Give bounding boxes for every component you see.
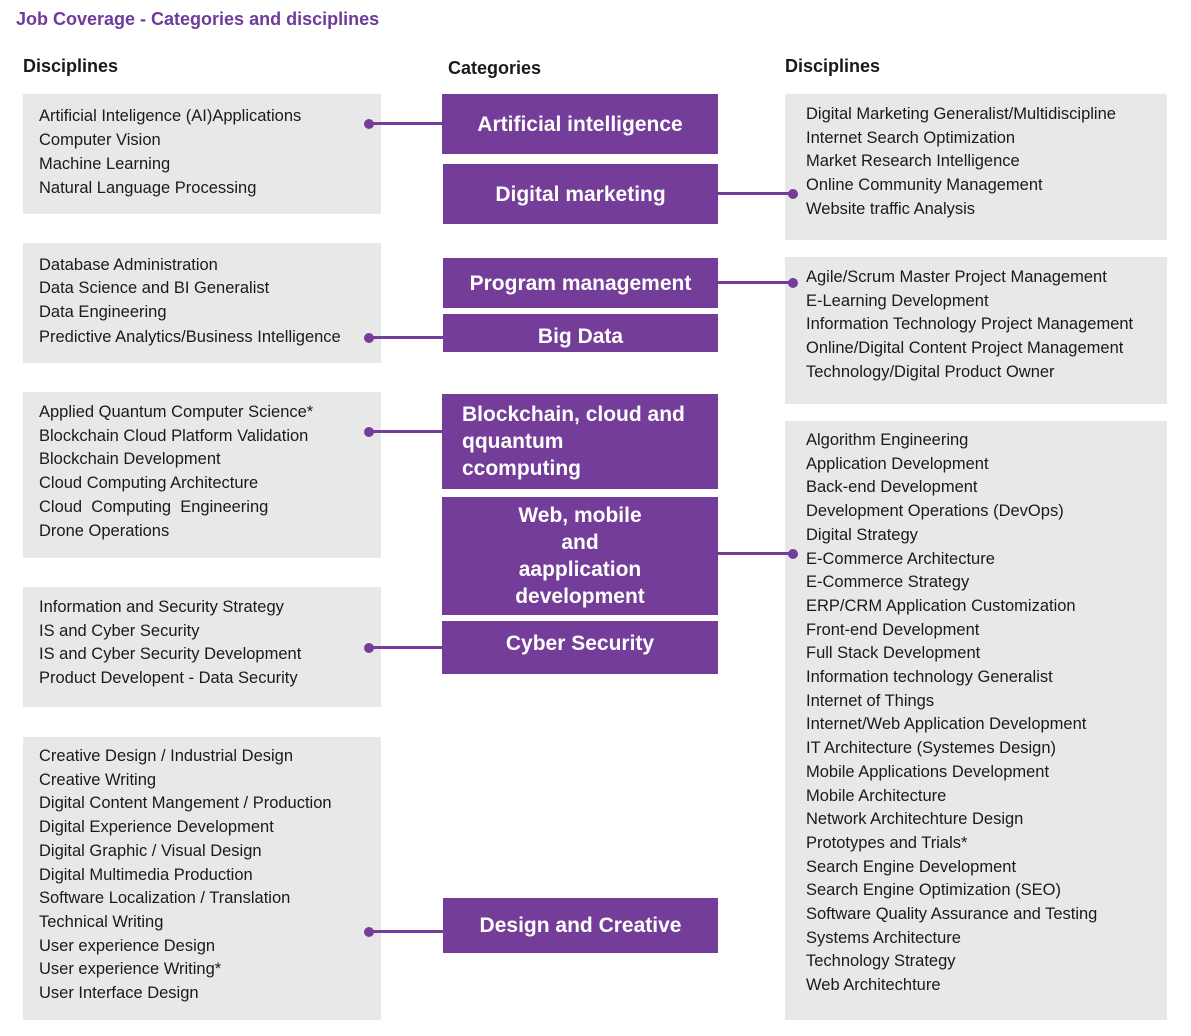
page-title: Job Coverage - Categories and disciplines xyxy=(16,9,380,29)
discipline-item: Back-end Development xyxy=(806,478,978,497)
discipline-item: Mobile Applications Development xyxy=(806,762,1050,781)
discipline-item: Cloud Computing Architecture xyxy=(39,474,259,493)
discipline-item: Online Community Management xyxy=(806,176,1043,195)
discipline-item: IT Architecture (Systemes Design) xyxy=(806,739,1057,758)
category-web-mobile-application xyxy=(442,497,718,615)
discipline-item: Machine Learning xyxy=(39,155,171,173)
connector-dot xyxy=(364,427,374,437)
discipline-item: Development Operations (DevOps) xyxy=(806,502,1064,521)
discipline-item: Search Engine Development xyxy=(806,857,1017,876)
connector-line xyxy=(369,930,443,933)
discipline-item: Product Developent - Data Security xyxy=(39,669,298,688)
discipline-item: Creative Design / Industrial Design xyxy=(39,747,294,765)
discipline-item: Natural Language Processing xyxy=(39,179,257,197)
connector-dot xyxy=(788,278,798,288)
category-artificial-intelligence xyxy=(442,94,718,154)
discipline-item: Technology Strategy xyxy=(806,952,956,971)
discipline-item: Internet of Things xyxy=(806,691,935,710)
category-label: Program management xyxy=(469,271,692,295)
left-column-header: Disciplines xyxy=(23,56,119,76)
connector-dot xyxy=(364,643,374,653)
category-label: Cyber Security xyxy=(505,632,655,655)
discipline-list xyxy=(39,745,332,1006)
discipline-item: User experience Writing* xyxy=(39,960,222,979)
category-program-management xyxy=(443,258,718,308)
discipline-list xyxy=(39,401,313,543)
connector-line xyxy=(718,552,793,555)
connector-line xyxy=(369,336,443,339)
right-column-header: Disciplines xyxy=(785,56,881,76)
left-discipline-box-design xyxy=(23,737,381,1020)
connector-line xyxy=(369,646,442,649)
discipline-item: Blockchain Cloud Platform Validation xyxy=(39,426,309,445)
discipline-item: Web Architechture xyxy=(806,976,941,995)
discipline-item: Search Engine Optimization (SEO) xyxy=(806,881,1061,900)
discipline-item: Drone Operations xyxy=(39,521,170,540)
discipline-item: Data Science and BI Generalist xyxy=(39,279,270,297)
discipline-item: Digital Content Mangement / Production xyxy=(39,794,332,813)
discipline-item: Information and Security Strategy xyxy=(39,598,284,616)
connector-line xyxy=(718,281,793,284)
discipline-item: Applied Quantum Computer Science* xyxy=(39,403,314,421)
left-discipline-box-bigdata xyxy=(23,243,381,363)
discipline-item: IS and Cyber Security xyxy=(39,621,200,640)
discipline-item: Mobile Architecture xyxy=(806,786,947,805)
connector-line xyxy=(718,192,793,195)
right-discipline-box-web xyxy=(785,421,1167,1020)
discipline-item: Agile/Scrum Master Project Management xyxy=(806,268,1107,286)
connector-dot xyxy=(364,927,374,937)
discipline-item: Systems Architecture xyxy=(806,928,961,947)
discipline-item: User experience Design xyxy=(39,936,216,955)
right-discipline-box-program xyxy=(785,257,1167,404)
discipline-item: Front-end Development xyxy=(806,620,980,639)
discipline-item: Creative Writing xyxy=(39,770,157,789)
discipline-item: Application Development xyxy=(806,454,989,473)
discipline-item: Software Quality Assurance and Testing xyxy=(806,905,1098,924)
discipline-item: Algorithm Engineering xyxy=(806,431,969,449)
discipline-item: Digital Marketing Generalist/Multidiscipline xyxy=(806,105,1116,123)
connector-dot xyxy=(364,119,374,129)
connector-dot xyxy=(788,549,798,559)
category-digital-marketing xyxy=(443,164,718,224)
category-label: Web, mobile and aapplication development xyxy=(515,504,645,608)
discipline-item: Technical Writing xyxy=(39,912,164,931)
discipline-item: Technology/Digital Product Owner xyxy=(806,362,1055,381)
discipline-item: Market Research Intelligence xyxy=(806,152,1020,171)
category-label: Blockchain, cloud and qquantum ccomputing xyxy=(462,403,685,480)
right-discipline-box-marketing xyxy=(785,94,1167,240)
discipline-item: Predictive Analytics/Business Intelligence xyxy=(39,328,341,346)
category-cyber-security xyxy=(442,621,718,674)
discipline-item: Prototypes and Trials* xyxy=(806,833,968,852)
left-discipline-box-ai xyxy=(23,94,381,214)
category-big-data xyxy=(443,314,718,352)
category-label: Big Data xyxy=(537,324,624,348)
discipline-item: Internet Search Optimization xyxy=(806,128,1016,147)
discipline-item: Full Stack Development xyxy=(806,644,981,663)
discipline-item: Digital Multimedia Production xyxy=(39,865,253,884)
discipline-item: Digital Experience Development xyxy=(39,818,274,837)
discipline-list xyxy=(39,596,301,691)
discipline-item: IS and Cyber Security Development xyxy=(39,645,302,664)
discipline-list xyxy=(39,104,301,200)
discipline-item: Internet/Web Application Development xyxy=(806,715,1087,734)
discipline-item: E-Commerce Architecture xyxy=(806,549,995,568)
discipline-item: Software Localization / Translation xyxy=(39,889,291,908)
discipline-list xyxy=(39,254,341,350)
discipline-item: ERP/CRM Application Customization xyxy=(806,596,1076,615)
category-blockchain-cloud-quantum xyxy=(442,394,718,489)
discipline-item: E-Learning Development xyxy=(806,291,989,310)
discipline-item: Artificial Inteligence (AI)Applications xyxy=(39,107,302,125)
category-label: Artificial intelligence xyxy=(477,112,683,136)
discipline-item: Digital Graphic / Visual Design xyxy=(39,841,262,860)
center-column-header: Categories xyxy=(448,58,542,78)
discipline-item: E-Commerce Strategy xyxy=(806,573,970,592)
discipline-item: Website traffic Analysis xyxy=(806,199,976,218)
discipline-list xyxy=(806,103,1116,222)
discipline-item: Computer Vision xyxy=(39,131,161,149)
discipline-item: Network Architechture Design xyxy=(806,810,1024,829)
category-label: Design and Creative xyxy=(479,914,682,937)
connector-line xyxy=(369,122,442,125)
discipline-item: Database Administration xyxy=(39,256,218,274)
discipline-item: User Interface Design xyxy=(39,984,199,1003)
category-design-and-creative xyxy=(443,898,718,953)
left-discipline-box-cyber xyxy=(23,587,381,707)
discipline-list xyxy=(806,266,1133,385)
connector-dot xyxy=(788,189,798,199)
discipline-item: Digital Strategy xyxy=(806,525,918,544)
discipline-item: Online/Digital Content Project Management xyxy=(806,339,1124,358)
discipline-list xyxy=(806,429,1097,998)
category-label: Digital marketing xyxy=(495,182,666,206)
discipline-item: Information technology Generalist xyxy=(806,668,1053,687)
discipline-item: Data Engineering xyxy=(39,303,167,321)
discipline-item: Cloud Computing Engineering xyxy=(39,497,269,516)
connector-dot xyxy=(364,333,374,343)
discipline-item: Blockchain Development xyxy=(39,450,221,469)
connector-line xyxy=(369,430,442,433)
discipline-item: Information Technology Project Management xyxy=(806,315,1134,334)
left-discipline-box-blockchain xyxy=(23,392,381,558)
